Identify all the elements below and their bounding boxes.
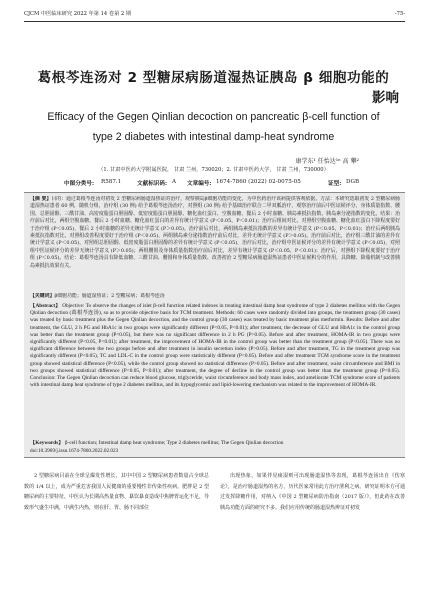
article-meta bbox=[64, 179, 387, 188]
body-column-left: 2 型糖尿病目前在全球呈爆发性增长，其中中国 2 型糖尿病患者数量占全球总数的 1/4 以上，成为严重危害我国人民健康的重要慢性非传染性疾病。肥胖是 2 型糖尿病的主要特征，中医认为长期高热量食物、暴饮暴食造成中焦脾胃运化不足，导致形气盛生中满，中满生内热，则在肝、胃、肠不同部位 bbox=[24, 473, 209, 511]
abstract-en-label: 【Abstract】 bbox=[30, 303, 61, 309]
abstract-cn-label: 【摘 要】 bbox=[30, 196, 52, 202]
article-no-value: 1674-7860 (2022) 02-0075-05 bbox=[216, 179, 301, 185]
abstract-en-text: Objective: To observe the changes of islet β-cell function related indexes in treating intestinal damp heat syndrome of type 2 diabetes mellitus with the Gegen Qinlian decoction (葛根芩连汤), so as to provide objective basis for TCM treatment. Methods: 60 cases were randomly divided into groups, the treatment group (30 cases) was treated by basic treatment plus the Gegen Qinlian decoction, and the control group (30 cases) was treated by basic treatment plus metformin. Results: Before and after treatment, the GLU, 2 h PG and HbA1c in two groups were significantly different (P<0.05, P<0.01); after treatment, the decrease of GLU and HbA1c in the control group was better than the treatment group (P<0.05), but there was no significant difference in 2 h PG (P>0.05). Before and after treatment, HOMA-IR in two groups were significantly different (P<0.05, P<0.01); after treatment, the improvement of HOMA-IR in the control group was better than the treatment group (P<0.05). There was no significant difference between the two groups before and after treatment in insulin secretion index (P>0.05). Before and after treatment, TG in the treatment group was significantly different (P<0.05), TC and LDL-C in the control group were statistically different (P<0.05). Before and after treatment TCM syndrome score in the treatment group showed statistical difference (P<0.05), while the control group showed no statistical difference (P>0.05). Before and after treatment, waist circumference and BMI in two groups showed statistical difference (P<0.05, P<0.01); after treatment, the degree of decline in the control group was better than the treatment group (P<0.05). Conclusion: The Gegen Qinlian decoction can reduce blood glucose, triglyceride, waist circumference and body mass index, and ameliorate TCM syndrome score of patients with intestinal damp heat syndrome of type 2 diabetes mellitus, and its hypoglycemic and lipid-lowering mechanism was related to the improvement of HOMA-IR. bbox=[30, 303, 400, 389]
affiliation: （1. 甘肃中医药大学附属医院， 甘肃 兰州，730020；2. 甘肃中医药大学， 甘肃 兰州，730000） bbox=[98, 167, 329, 173]
abstract-en bbox=[30, 303, 400, 439]
article-no-label: 文章编号: bbox=[187, 181, 212, 187]
page-number: -75- bbox=[394, 11, 405, 17]
clc-value: R587.1 bbox=[101, 179, 122, 185]
title-en-cont: type 2 diabetes with intestinal damp-heat syndrome bbox=[92, 131, 335, 143]
keywords-cn bbox=[30, 293, 400, 301]
title-en: Efficacy of the Gegen Qinlian decoction on pancreatic β-cell function of bbox=[47, 111, 380, 123]
keywords-cn-label: 【关键词】 bbox=[30, 293, 55, 299]
doc-code-value: A bbox=[172, 179, 177, 185]
clc-label: 中图分类号: bbox=[64, 181, 95, 187]
keywords-en bbox=[30, 440, 400, 448]
keywords-en-text: β-cell function; Intestinal damp heat syndrome; Type 2 diabetes mellitus; The Gegen Qinlian decoction bbox=[64, 440, 284, 446]
keywords-en-label: 【Keywords】 bbox=[30, 440, 64, 446]
header-rule bbox=[24, 21, 405, 22]
title-cn: 葛根芩连汤对 2 型糖尿病肠道湿热证胰岛 β 细胞功能的 bbox=[37, 70, 390, 86]
doi[interactable]: doi:10.3969/j.issn.1674-7860.2022.02.023 bbox=[30, 448, 119, 454]
title-cn-cont: 影响 bbox=[372, 90, 399, 106]
running-header bbox=[24, 8, 405, 20]
keywords-cn-text: β细胞功能；肠道湿热证；2 型糖尿病；葛根芩连汤 bbox=[54, 293, 165, 299]
abstract-cn bbox=[30, 196, 400, 292]
abstract-cn-text: 目的：通过葛根芩连汤对初发 2 型糖尿病肠道湿热证的治疗，观察胰岛β细胞功能的变化，为中医药治疗该病提供客观依据。方法：本研究选取初发 2 型糖尿病肠道湿热证患者 60 例，随机分组，治疗组 (30 例) 给予葛根芩连汤治疗，对照组 (30 例) 给予基础治疗联合二甲双胍治疗，观察治疗前后中医证候评分、身体质量指数、腰围、总胆固醇、三酰甘油、高密度脂蛋白胆固醇、低密度脂蛋白胆固醇、糖化血红蛋白、空腹血糖、餐后 2 小时血糖、胰岛素抵抗指数、胰岛素分泌指数的变化。结果：治疗前后对比，两组空腹血糖、餐后 2 小时血糖、糖化血红蛋白的差异有统计学意义 (P＜0.05，P＜0.01)；治疗后组间对比，对照组空腹血糖、糖化血红蛋白下降程度要好于治疗组 (P＜0.05)，餐后 2 小时血糖的差异无统计学意义 (P＞0.05)。治疗前后对比，两组胰岛素抵抗指数的差异有统计学意义 (P＜0.05，P＜0.01)；治疗后两组胰岛素抵抗指数对比，对照组改善程度要好于治疗组 (P＜0.05)，两组胰岛素分泌指数治疗前后对比，差异无统计学意义 (P＞0.05)。治疗前后对比，治疗组三酰甘油的差异有统计学意义 (P＜0.05)，对照组总胆固醇、低密度脂蛋白胆固醇的差异有统计学意义 (P＜0.05)，治疗后对比，治疗组中医证候评分的差异有统计学意义 (P＜0.05)，对照组中医证候评分的差异无统计学意义 (P＞0.05)；两组腰围及身体质量指数治疗前后对比，差异有统计学意义 (P＜0.05，P＜0.01)；治疗后，对照组下降程度要好于治疗组 (P＜0.05)。结论：葛根芩连汤具有降低血糖、三酰甘油、腰围和身体质量指数、改善初治 2 型糖尿病肠道湿热证患者中医证候积分的作用，具降糖、降脂机制与改善胰岛素抵抗效果有关。 bbox=[30, 196, 400, 269]
body-column-right: 出现热象，如果伴见痰湿则可出现肠道湿热等表现，葛根芩连汤出自《伤寒论》，是治疗肠道湿热的名方，历代医家常用此方治疗泄利之病。研究证明本方可通过发挥降糖作用，对纳入《中国 2 型糖尿病防治指南（2017 版）》，但此药在改善胰岛功能方面的研究不多。我们应用传统的肠道湿热辨证对初发 bbox=[220, 473, 405, 511]
doc-code-label: 文献标识码: bbox=[137, 181, 168, 187]
code-value: DGB bbox=[346, 179, 360, 185]
code-label: 证型: bbox=[328, 181, 342, 187]
journal-header: CJCM 中医临床研究 2022 年第 14 卷第 2 期 bbox=[24, 11, 132, 17]
authors: 康学东¹ 任怡达¹ⁿ 高 攀² bbox=[295, 158, 359, 165]
